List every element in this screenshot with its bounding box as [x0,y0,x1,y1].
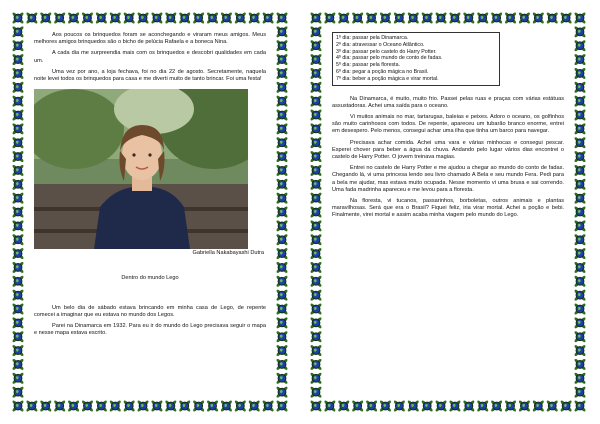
globe-leaf-border-icon [40,12,53,24]
globe-leaf-border-icon [12,330,24,343]
globe-leaf-border-icon [310,233,322,246]
child-portrait-photo [34,89,248,249]
globe-leaf-border-icon [574,358,586,371]
globe-leaf-border-icon [518,12,531,24]
globe-leaf-border-icon [310,220,322,233]
globe-leaf-border-icon [276,386,288,399]
globe-leaf-border-icon [12,109,24,122]
globe-leaf-border-icon [379,400,392,412]
globe-leaf-border-icon [276,206,288,219]
globe-leaf-border-icon [310,372,322,385]
globe-leaf-border-icon [276,358,288,371]
globe-leaf-border-icon [276,330,288,343]
globe-leaf-border-icon [560,12,573,24]
globe-leaf-border-icon [276,12,288,24]
globe-leaf-border-icon [574,220,586,233]
right-page [310,12,586,412]
globe-leaf-border-icon [574,53,586,66]
globe-leaf-border-icon [574,26,586,39]
globe-leaf-border-icon [276,233,288,246]
globe-leaf-border-icon [220,12,233,24]
globe-leaf-border-icon [310,400,322,412]
globe-leaf-border-icon [234,400,247,412]
globe-leaf-border-icon [504,12,517,24]
paragraph: Precisava achar comida. Achei uma vara e várias minhocas e consegui pescar. Esperei chover para beber a água da chuva. Andando pelo lugar vários dias encontrei o castelo de Harry Potter. O jovem treinava magias. [332,139,564,160]
globe-leaf-border-icon [532,400,545,412]
globe-leaf-border-icon [12,39,24,52]
globe-leaf-border-icon [12,247,24,260]
globe-leaf-border-icon [574,164,586,177]
globe-leaf-border-icon [310,289,322,302]
globe-leaf-border-icon [449,12,462,24]
globe-leaf-border-icon [310,192,322,205]
globe-leaf-border-icon [532,12,545,24]
globe-leaf-border-icon [276,109,288,122]
globe-leaf-border-icon [12,275,24,288]
globe-leaf-border-icon [449,400,462,412]
globe-leaf-border-icon [12,289,24,302]
globe-leaf-border-icon [365,400,378,412]
globe-leaf-border-icon [310,109,322,122]
globe-leaf-border-icon [220,400,233,412]
globe-leaf-border-icon [310,164,322,177]
globe-leaf-border-icon [351,400,364,412]
globe-leaf-border-icon [393,12,406,24]
globe-leaf-border-icon [310,247,322,260]
globe-leaf-border-icon [12,303,24,316]
globe-leaf-border-icon [12,220,24,233]
globe-leaf-border-icon [407,400,420,412]
globe-leaf-border-icon [12,358,24,371]
globe-leaf-border-icon [490,12,503,24]
globe-leaf-border-icon [276,372,288,385]
globe-leaf-border-icon [574,178,586,191]
globe-leaf-border-icon [26,400,39,412]
itinerary-item: 4º dia: passar pelo mundo de conto de fadas. [336,55,443,62]
globe-leaf-border-icon [407,12,420,24]
globe-leaf-border-icon [26,12,39,24]
globe-leaf-border-icon [151,400,164,412]
paragraph: Na floresta, vi tucanos, passarinhos, borboletas, outros animais e plantas maravilhosas. Será que era o Brasil? Fiquei feliz, iria virar mortal. Achei a poção e bebi. Finalmente, virei mortal e assim acaba minha viagem pelo mundo do Lego. [332,198,564,219]
globe-leaf-border-icon [206,12,219,24]
globe-leaf-border-icon [574,275,586,288]
globe-leaf-border-icon [518,400,531,412]
globe-leaf-border-icon [178,400,191,412]
globe-leaf-border-icon [12,123,24,136]
globe-leaf-border-icon [192,400,205,412]
globe-leaf-border-icon [12,317,24,330]
paragraph: Aos poucos os brinquedos foram se aconchegando e viraram meus amigos. Meus melhores amigos brinquedos são o bicho de pelúcia Rafaela e a boneca Nina. [34,32,266,46]
globe-leaf-border-icon [81,12,94,24]
globe-leaf-border-icon [137,400,150,412]
globe-leaf-border-icon [310,206,322,219]
itinerary-item: 7º dia: beber a poção mágica e virar mortal. [336,75,439,82]
globe-leaf-border-icon [262,12,275,24]
globe-leaf-border-icon [310,178,322,191]
itinerary-item: 5º dia: passar pela floresta. [336,62,401,69]
globe-leaf-border-icon [40,400,53,412]
globe-leaf-border-icon [310,317,322,330]
globe-leaf-border-icon [12,386,24,399]
itinerary-item: 6º dia: pegar a poção mágica no Brasil. [336,68,429,75]
globe-leaf-border-icon [276,150,288,163]
globe-leaf-border-icon [276,400,288,412]
globe-leaf-border-icon [310,330,322,343]
paragraph: A cada dia me surpreendia mais com os brinquedos e descobri qualidades em cada um. [34,50,266,64]
globe-leaf-border-icon [574,317,586,330]
globe-leaf-border-icon [109,12,122,24]
globe-leaf-border-icon [435,12,448,24]
globe-leaf-border-icon [490,400,503,412]
globe-leaf-border-icon [67,12,80,24]
photo-illustration [34,89,248,249]
globe-leaf-border-icon [137,12,150,24]
globe-leaf-border-icon [12,206,24,219]
paragraph: Uma vez por ano, a loja fechava, foi no dia 22 de agosto. Secretamente, naquela noite levei todos os brinquedos para casa e me diverti muito de tanto brincar. Foi uma festa! [34,68,266,83]
globe-leaf-border-icon [351,12,364,24]
paragraph: Parei na Dinamarca em 1932. Para eu ir do mundo do Lego precisava seguir o mapa e nesse mapa estava escrito. [34,323,266,337]
globe-leaf-border-icon [476,12,489,24]
globe-leaf-border-icon [421,400,434,412]
globe-leaf-border-icon [574,400,586,412]
globe-leaf-border-icon [476,400,489,412]
globe-leaf-border-icon [12,67,24,80]
globe-leaf-border-icon [574,372,586,385]
globe-leaf-border-icon [574,233,586,246]
globe-leaf-border-icon [338,400,351,412]
globe-leaf-border-icon [276,39,288,52]
globe-leaf-border-icon [67,400,80,412]
globe-leaf-border-icon [248,12,261,24]
globe-leaf-border-icon [324,12,337,24]
globe-leaf-border-icon [12,400,24,412]
itinerary-item: 2º dia: atravessar o Oceano Atlântico. [336,41,425,48]
globe-leaf-border-icon [574,123,586,136]
globe-leaf-border-icon [192,12,205,24]
globe-leaf-border-icon [574,136,586,149]
globe-leaf-border-icon [276,53,288,66]
globe-leaf-border-icon [12,178,24,191]
globe-leaf-border-icon [53,12,66,24]
globe-leaf-border-icon [12,372,24,385]
globe-leaf-border-icon [393,400,406,412]
left-page [12,12,288,412]
globe-leaf-border-icon [560,400,573,412]
globe-leaf-border-icon [178,12,191,24]
globe-leaf-border-icon [12,12,24,24]
globe-leaf-border-icon [123,400,136,412]
globe-leaf-border-icon [276,317,288,330]
right-page-content [332,32,564,394]
globe-leaf-border-icon [574,247,586,260]
globe-leaf-border-icon [574,303,586,316]
globe-leaf-border-icon [310,136,322,149]
left-page-content [34,32,266,394]
story-title: Dentro do mundo Lego [121,275,179,282]
globe-leaf-border-icon [95,400,108,412]
globe-leaf-border-icon [12,26,24,39]
globe-leaf-border-icon [12,192,24,205]
globe-leaf-border-icon [276,123,288,136]
globe-leaf-border-icon [12,344,24,357]
globe-leaf-border-icon [574,95,586,108]
globe-leaf-border-icon [276,26,288,39]
globe-leaf-border-icon [574,109,586,122]
itinerary-box [332,32,500,86]
globe-leaf-border-icon [276,303,288,316]
globe-leaf-border-icon [574,386,586,399]
globe-leaf-border-icon [310,386,322,399]
globe-leaf-border-icon [262,400,275,412]
globe-leaf-border-icon [365,12,378,24]
globe-leaf-border-icon [574,344,586,357]
globe-leaf-border-icon [574,330,586,343]
globe-leaf-border-icon [574,81,586,94]
globe-leaf-border-icon [12,233,24,246]
globe-leaf-border-icon [165,400,178,412]
globe-leaf-border-icon [12,95,24,108]
globe-leaf-border-icon [276,178,288,191]
globe-leaf-border-icon [276,289,288,302]
globe-leaf-border-icon [310,358,322,371]
globe-leaf-border-icon [53,400,66,412]
globe-leaf-border-icon [310,261,322,274]
globe-leaf-border-icon [310,67,322,80]
paragraph: Um belo dia de sábado estava brincando em minha casa de Lego, de repente comecei a imaginar que eu estava no mundo dos Legos. [34,304,266,318]
globe-leaf-border-icon [12,81,24,94]
globe-leaf-border-icon [310,303,322,316]
photo-caption: Gabriella Nakabayashi Dutra [192,250,264,257]
globe-leaf-border-icon [248,400,261,412]
globe-leaf-border-icon [123,12,136,24]
globe-leaf-border-icon [276,95,288,108]
globe-leaf-border-icon [310,95,322,108]
globe-leaf-border-icon [338,12,351,24]
globe-leaf-border-icon [310,344,322,357]
globe-leaf-border-icon [310,39,322,52]
globe-leaf-border-icon [151,12,164,24]
globe-leaf-border-icon [12,136,24,149]
paragraph: Na Dinamarca, é muito, muito frio. Passei pelas ruas e praças com várias estátuas assustadoras. Achei uma saída para o oceano. [332,95,564,109]
globe-leaf-border-icon [310,150,322,163]
globe-leaf-border-icon [310,123,322,136]
globe-leaf-border-icon [12,53,24,66]
globe-leaf-border-icon [546,12,559,24]
globe-leaf-border-icon [574,150,586,163]
globe-leaf-border-icon [109,400,122,412]
globe-leaf-border-icon [12,261,24,274]
paragraph: Entrei no castelo de Harry Potter e me ajudou a chegar ao mundo do conto de fadas. Chegando lá, vi uma princesa lendo seu livro chamado A Bela e seu mundo Fera. Pedi para a bela me ajudar, mas estava muito ocupada. Nesse momento vi uma bruxa e sai correndo. Uma fada madrinha apareceu e me levou para a floresta. [332,165,564,193]
itinerary-item: 3º dia: passar pelo castelo do Harry Potter. [336,48,437,55]
globe-leaf-border-icon [574,12,586,24]
globe-leaf-border-icon [310,12,322,24]
globe-leaf-border-icon [574,261,586,274]
globe-leaf-border-icon [206,400,219,412]
globe-leaf-border-icon [81,400,94,412]
globe-leaf-border-icon [379,12,392,24]
globe-leaf-border-icon [276,164,288,177]
globe-leaf-border-icon [546,400,559,412]
globe-leaf-border-icon [12,164,24,177]
itinerary-item: 1º dia: passar pela Dinamarca. [336,35,409,41]
globe-leaf-border-icon [276,81,288,94]
globe-leaf-border-icon [310,275,322,288]
globe-leaf-border-icon [12,150,24,163]
globe-leaf-border-icon [504,400,517,412]
globe-leaf-border-icon [276,136,288,149]
globe-leaf-border-icon [310,53,322,66]
globe-leaf-border-icon [310,26,322,39]
globe-leaf-border-icon [95,12,108,24]
globe-leaf-border-icon [276,192,288,205]
globe-leaf-border-icon [574,289,586,302]
globe-leaf-border-icon [574,67,586,80]
globe-leaf-border-icon [310,81,322,94]
globe-leaf-border-icon [435,400,448,412]
globe-leaf-border-icon [276,261,288,274]
globe-leaf-border-icon [324,400,337,412]
globe-leaf-border-icon [276,344,288,357]
globe-leaf-border-icon [421,12,434,24]
globe-leaf-border-icon [574,206,586,219]
globe-leaf-border-icon [276,220,288,233]
globe-leaf-border-icon [463,12,476,24]
paragraph: Vi muitos animais no mar, tartarugas, baleias e peixes. Adoro o oceano, os golfinhos são muito carinhosos com todos. De repente, apareceu um tubarão branco enorme, entrei em desespero. Pelo menos, consegui achar uma ilha que tinha um barco para navegar. [332,113,564,135]
globe-leaf-border-icon [574,39,586,52]
globe-leaf-border-icon [463,400,476,412]
globe-leaf-border-icon [276,247,288,260]
globe-leaf-border-icon [234,12,247,24]
globe-leaf-border-icon [276,275,288,288]
globe-leaf-border-icon [574,192,586,205]
globe-leaf-border-icon [276,67,288,80]
globe-leaf-border-icon [165,12,178,24]
